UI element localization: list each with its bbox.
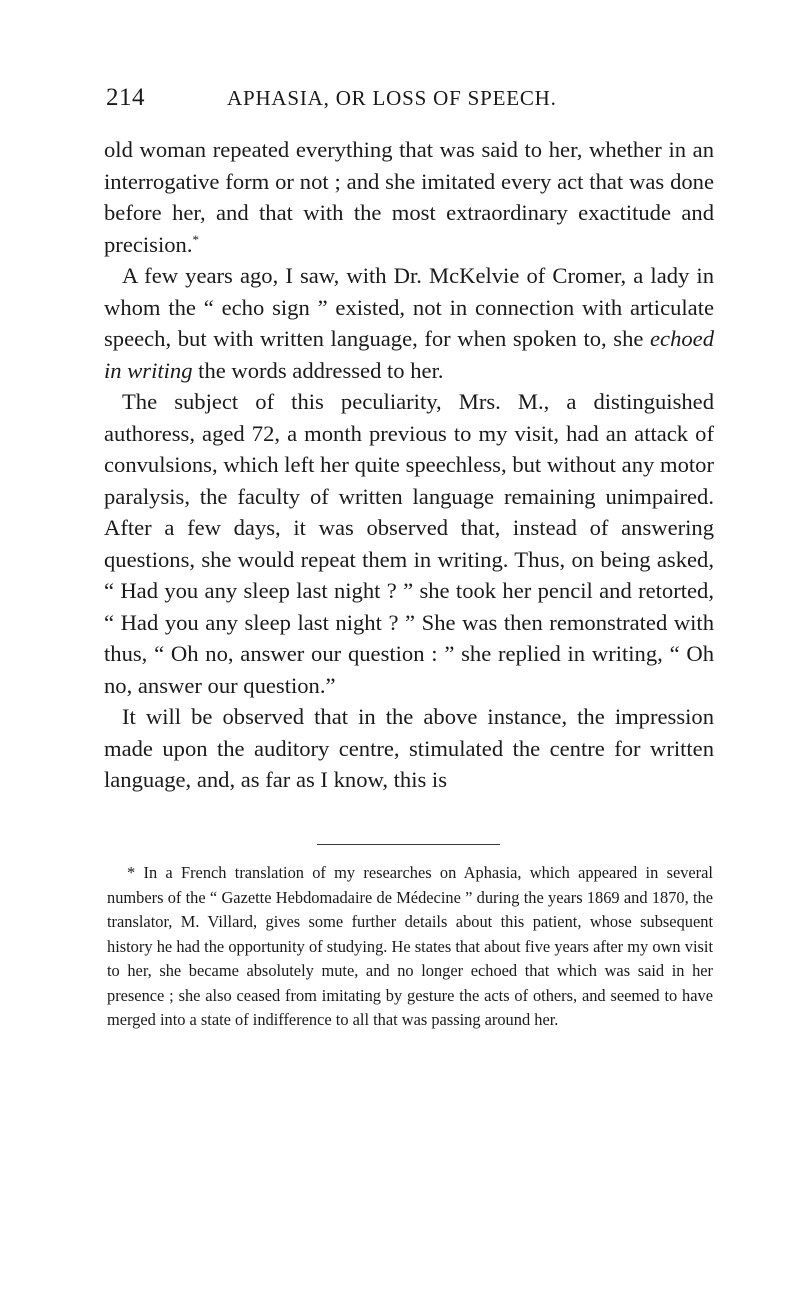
paragraph-2-text-after: the words addressed to her. bbox=[192, 357, 444, 383]
paragraph-1 bbox=[104, 134, 714, 260]
paragraph-2-italic-phrase: echoed in writing bbox=[104, 326, 714, 383]
running-title: APHASIA, OR LOSS OF SPEECH. bbox=[227, 86, 557, 110]
footnote-text: In a French translation of my researches on Aphasia, which appeared in several numbers of the “ Gazette Hebdomadaire de Médecine ” during the years 1869 and 1870, the translator, M. Villard, gives some further details about this patient, whose subsequent history he had the opportunity of studying. He states that about five years after my own visit to her, she became absolutely mute, and no longer echoed that which was said in her presence ; she also ceased from imitating by gesture the acts of others, and seemed to have merged into a state of indifference to all that was passing around her. bbox=[107, 863, 713, 1029]
paragraph-1-text: old woman repeated everything that was said to her, whether in an interrogative form or not ; and she imitated every act that was done before her, and that with the most extraordinary exactitude and precision. bbox=[104, 137, 714, 257]
footnote-mark: * bbox=[127, 863, 136, 882]
paragraph-2 bbox=[104, 260, 714, 386]
body-text bbox=[104, 134, 714, 796]
paragraph-3: The subject of this peculiarity, Mrs. M., a distinguished authoress, aged 72, a month previous to my visit, had an attack of convulsions, which left her quite speechless, but without any motor paralysis, the faculty of written language remaining unimpaired. After a few days, it was observed that, instead of answering questions, she would repeat them in writing. Thus, on being asked, “ Had you any sleep last night ? ” she took her pencil and retorted, “ Had you any sleep last night ? ” She was then remonstrated with thus, “ Oh no, answer our question : ” she replied in writing, “ Oh no, answer our question.” bbox=[104, 389, 714, 698]
footnote-divider bbox=[317, 844, 500, 845]
footnote bbox=[107, 861, 713, 1033]
footnote-reference-mark: * bbox=[192, 231, 199, 247]
page-header bbox=[106, 84, 714, 118]
paragraph-4: It will be observed that in the above instance, the impression made upon the auditory centre, stimulated the centre for written language, and, as far as I know, this is bbox=[104, 704, 714, 792]
paragraph-2-text-before: A few years ago, I saw, with Dr. McKelvie of Cromer, a lady in whom the “ echo sign ” existed, not in connection with articulate speech, but with written language, for when spoken to, she bbox=[104, 263, 714, 351]
page-number: 214 bbox=[106, 84, 145, 111]
